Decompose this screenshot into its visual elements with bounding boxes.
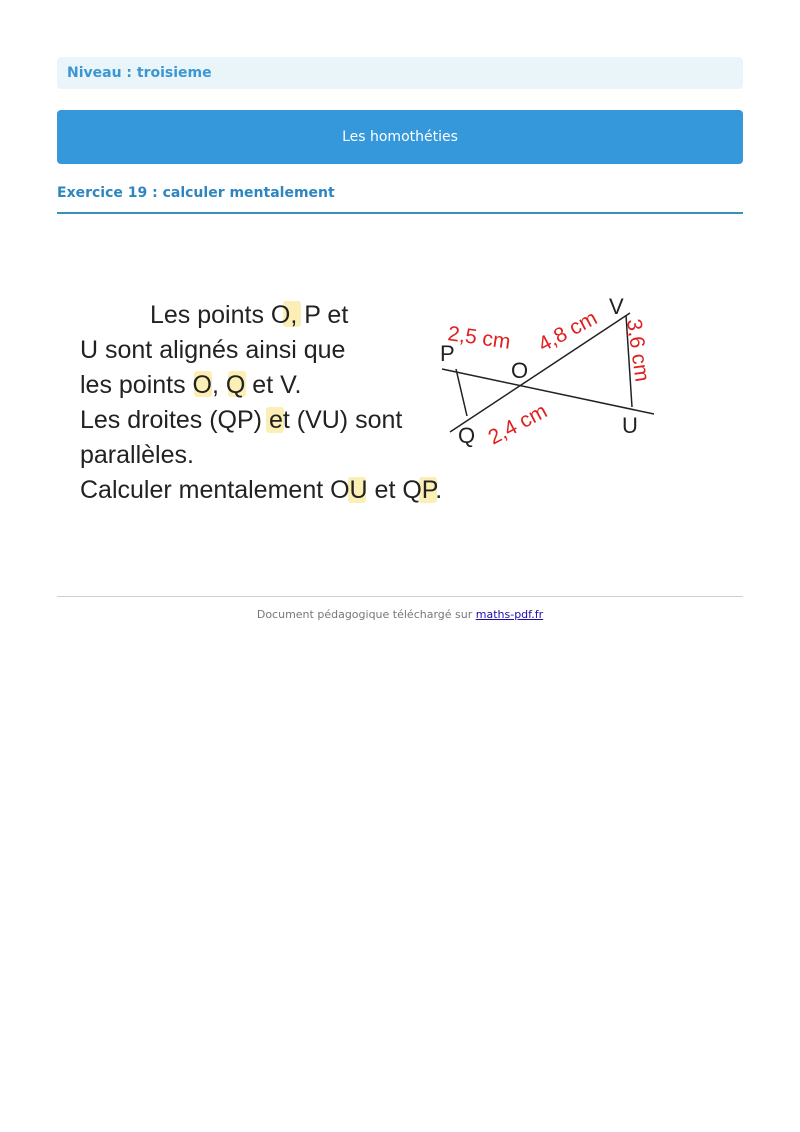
footer-divider [57,596,743,597]
geometry-diagram [440,294,654,449]
level-label: Niveau : troisieme [67,65,212,81]
problem-line-3: les points O, Q et V. [80,371,302,399]
source-link[interactable]: maths-pdf.fr [475,608,544,621]
point-label-q: Q [458,423,476,448]
line-p-u [442,369,654,414]
exercise-heading [57,185,743,214]
length-label-ov: 4,8 cm [534,306,602,357]
problem-line-5: parallèles. [80,441,194,469]
footer [57,608,743,621]
problem-line-6: Calculer mentalement OU et QP. [80,476,443,504]
problem-line-1: Les points O, P et [150,301,349,329]
point-label-v: V [609,294,624,319]
length-label-vu: 3,6 cm [622,317,654,384]
footer-text: Document pédagogique téléchargé sur [256,608,476,621]
level-box [57,57,743,89]
chapter-banner [57,110,743,164]
chapter-title: Les homothéties [342,129,458,145]
problem-line-4: Les droites (QP) et (VU) sont [80,406,403,434]
exercise-figure [70,285,670,510]
segment-p-q [456,369,467,416]
problem-line-2: U sont alignés ainsi que [80,336,346,364]
point-label-o: O [511,358,529,383]
point-label-u: U [622,413,638,438]
point-label-p: P [440,341,455,366]
length-label-po: 2,5 cm [446,322,512,354]
length-label-oq: 2,4 cm [484,399,552,450]
exercise-title: Exercice 19 : calculer mentalement [57,185,335,201]
